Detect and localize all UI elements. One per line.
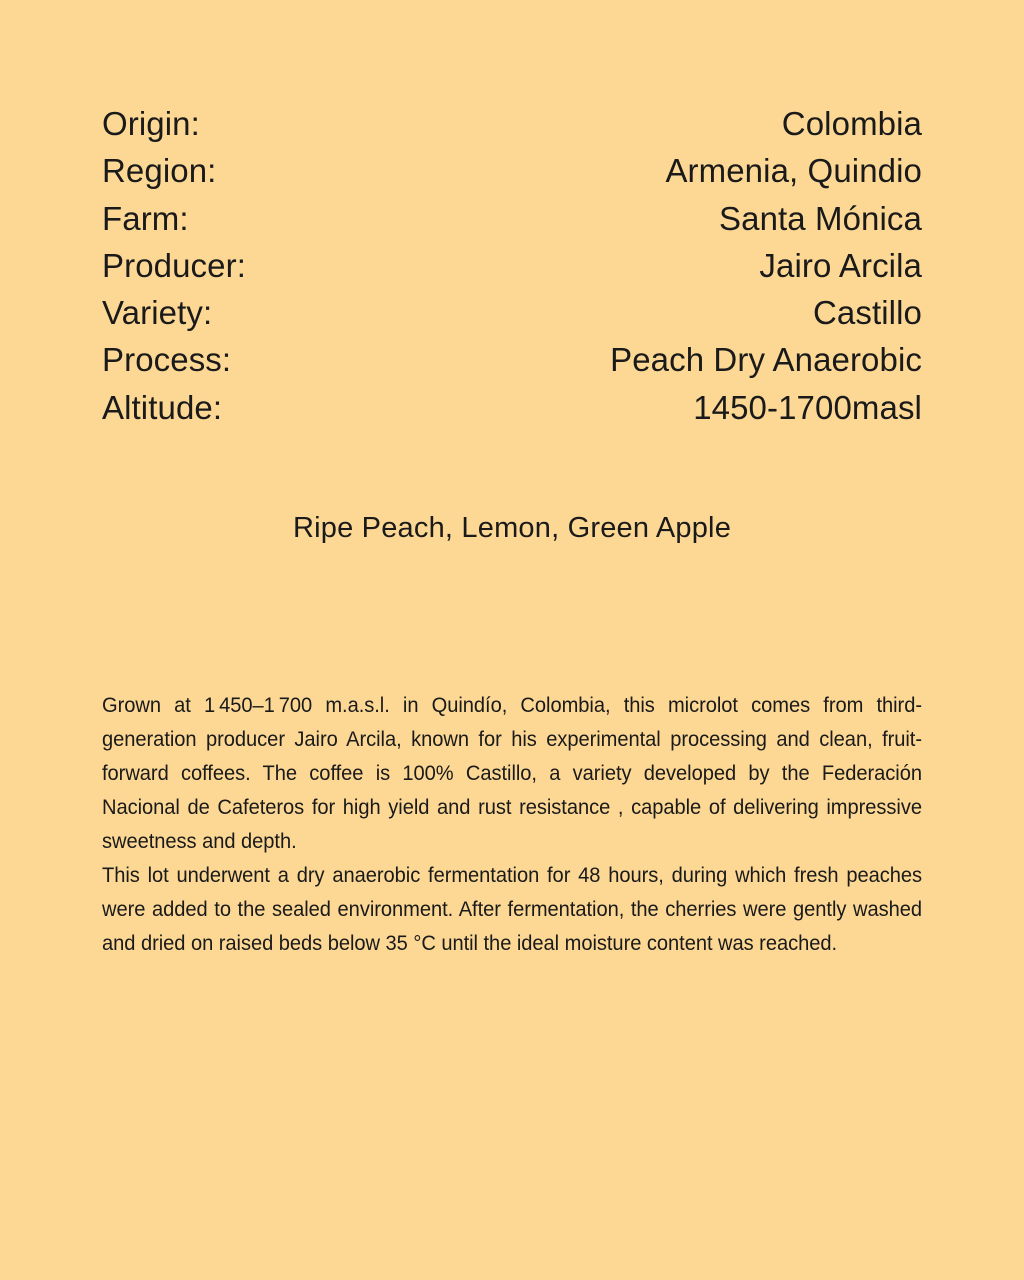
table-row: [102, 242, 922, 289]
coffee-spec-table: [102, 100, 922, 431]
spec-label-producer: Producer:: [102, 246, 246, 284]
spec-label-variety: Variety:: [102, 294, 213, 332]
spec-label-region: Region:: [102, 152, 217, 190]
description-paragraph-1: Grown at 1 450–1 700 m.a.s.l. in Quindío, Colombia, this microlot comes from third-generation producer Jairo Arcila, known for his experimental processing and clean, fruit-forward coffees. The coffee is 100% Castillo, a variety developed by the Federación Nacional de Cafeteros for high yield and rust resistance , capable of delivering impressive sweetness and depth.: [102, 693, 922, 853]
table-row: [102, 195, 922, 242]
spec-label-origin: Origin:: [102, 105, 200, 142]
table-row: [102, 100, 922, 147]
table-row: [102, 289, 922, 336]
table-row: [102, 384, 922, 431]
spec-label-process: Process:: [102, 341, 232, 379]
spec-label-altitude: Altitude:: [102, 388, 223, 426]
spec-value-altitude: 1450-1700masl: [693, 388, 922, 426]
table-row: [102, 147, 922, 194]
description-block: [102, 688, 922, 960]
spec-label-farm: Farm:: [102, 199, 189, 237]
spec-value-farm: Santa Mónica: [719, 199, 922, 237]
spec-value-process: Peach Dry Anaerobic: [610, 341, 922, 379]
spec-value-variety: Castillo: [812, 294, 922, 332]
spec-value-origin: Colombia: [781, 105, 922, 142]
description-paragraph-2: This lot underwent a dry anaerobic fermentation for 48 hours, during which fresh peaches were added to the sealed environment. After fermentation, the cherries were gently washed and dried on raised beds below 35 °C until the ideal moisture content was reached.: [102, 863, 922, 955]
table-row: [102, 336, 922, 383]
tasting-notes: Ripe Peach, Lemon, Green Apple: [292, 512, 732, 544]
spec-value-producer: Jairo Arcila: [759, 246, 922, 284]
spec-value-region: Armenia, Quindio: [665, 152, 922, 190]
